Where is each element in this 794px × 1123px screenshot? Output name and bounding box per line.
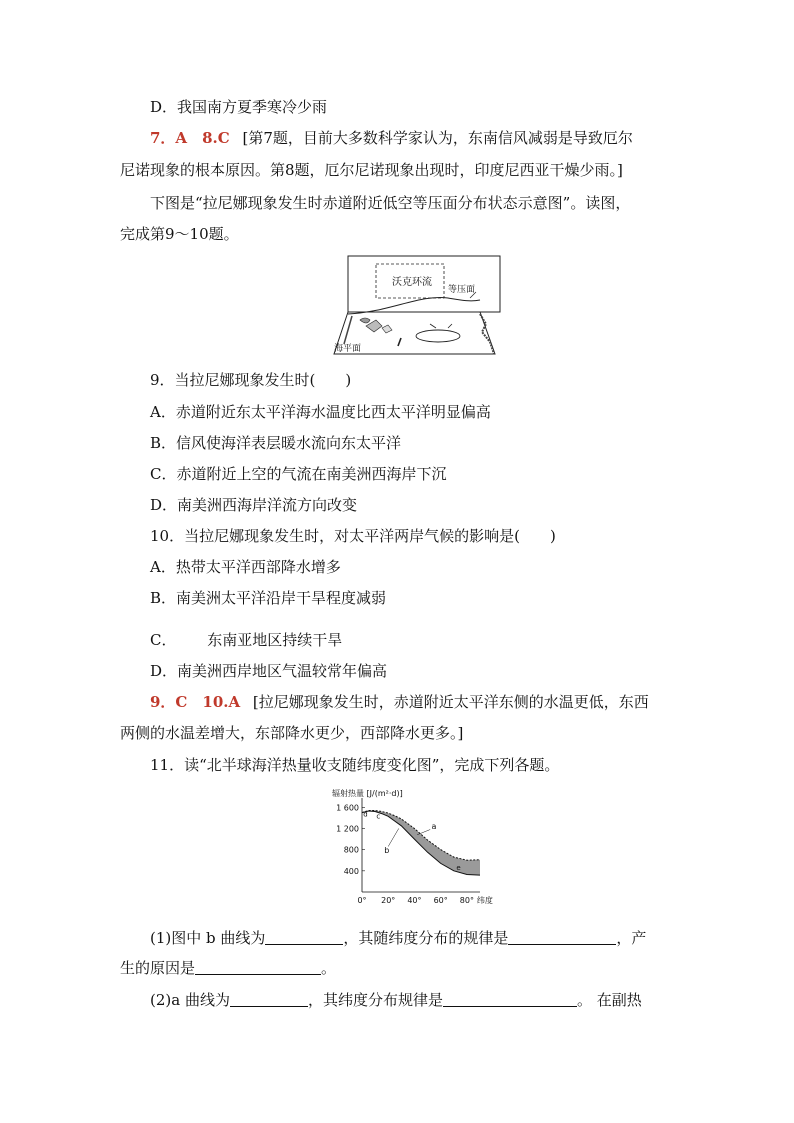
answer-9-10-key: 9．C 10.A <box>150 693 241 711</box>
q11-sub2-line1 <box>150 990 642 1010</box>
q9-option-b: B．信风使海洋表层暖水流向东太平洋 <box>150 434 402 452</box>
chart-xlabel: 纬度 <box>476 896 493 905</box>
q10-stem: 10．当拉尼娜现象发生时，对太平洋两岸气候的影响是( ) <box>150 527 556 545</box>
q11-sub1-part-e: 。 <box>321 959 337 977</box>
q10-option-c-text: 东南亚地区持续干旱 <box>207 631 343 649</box>
q11-sub1-blank-2[interactable] <box>508 930 616 945</box>
chart-x-tick-label: 40° <box>407 896 422 905</box>
intro-9-10-line2: 完成第9～10题。 <box>120 225 239 243</box>
la-nina-diagram-svg <box>330 254 502 358</box>
q11-sub1-part-c: ，产 <box>616 929 647 947</box>
heat-budget-chart <box>328 786 493 916</box>
chart-annotation-b: b <box>384 845 390 855</box>
q11-sub1-part-d: 生的原因是 <box>120 959 196 977</box>
q11-sub2-blank-1[interactable] <box>230 992 308 1007</box>
answer-7-8-explain-1: [第7题，目前大多数科学家认为，东南信风减弱是导致厄尔 <box>242 129 633 147</box>
walker-label: 沃克环流 <box>392 277 432 288</box>
la-nina-diagram <box>330 254 502 358</box>
chart-y-tick-label: 400 <box>343 866 359 876</box>
chart-x-tick-label: 80° <box>459 896 474 905</box>
q11-sub2-part-a: (2)a 曲线为 <box>150 991 230 1009</box>
q11-stem: 11．读“北半球海洋热量收支随纬度变化图”，完成下列各题。 <box>150 756 560 774</box>
chart-y-tick-label: 1 600 <box>336 803 359 813</box>
q10-option-b: B．南美洲太平洋沿岸干旱程度减弱 <box>150 589 387 607</box>
q9-stem: 9．当拉尼娜现象发生时( ) <box>150 371 352 389</box>
q11-sub1-part-a: (1)图中 b 曲线为 <box>150 929 266 947</box>
q11-sub1-line1 <box>150 928 646 948</box>
q11-sub1-line2 <box>120 958 336 978</box>
answer-9-10 <box>150 692 649 712</box>
chart-annotation-d: d <box>363 810 368 819</box>
q11-sub2-part-b: ，其纬度分布规律是 <box>307 991 443 1009</box>
answer-7-8-explain-2: 尼诺现象的根本原因。第8题，厄尔尼诺现象出现时，印度尼西亚干燥少雨。] <box>120 161 623 179</box>
east-coast <box>480 314 494 354</box>
chart-y-tick-label: 1 200 <box>336 824 359 834</box>
chart-x-tick-label: 20° <box>381 896 396 905</box>
chart-x-tick-label: 60° <box>433 896 448 905</box>
small-arrow <box>398 338 401 346</box>
chart-x-tick-label: 0° <box>357 896 367 905</box>
chart-ylabel: 辐射热量 [J/(m²·d)] <box>332 789 403 798</box>
q11-sub2-part-c: 。 在副热 <box>576 991 642 1009</box>
answer-7-8-key: 7．A 8.C <box>150 129 230 147</box>
intro-9-10-line1: 下图是“拉尼娜现象发生时赤道附近低空等压面分布状态示意图”。读图， <box>150 194 631 212</box>
island-1 <box>360 318 370 323</box>
q10-option-d: D．南美洲西岸地区气温较常年偏高 <box>150 662 388 680</box>
heat-budget-chart-svg <box>328 786 493 916</box>
chart-annotation-e: e <box>456 863 461 872</box>
answer-7-8 <box>150 128 633 148</box>
q11-sub1-part-b: ，其随纬度分布的规律是 <box>343 929 509 947</box>
answer-9-10-explain-2: 两侧的水温差增大，东部降水更少，西部降水更多。] <box>120 724 464 742</box>
q11-sub1-blank-1[interactable] <box>265 930 343 945</box>
chart-leader-b <box>388 828 398 846</box>
sea-level-label: 海平面 <box>334 344 362 354</box>
q11-sub2-blank-2[interactable] <box>443 992 577 1007</box>
current-arrows <box>430 324 452 328</box>
answer-9-10-explain-1: [拉尼娜现象发生时，赤道附近太平洋东侧的水温更低，东西 <box>252 693 649 711</box>
q10-option-c-letter: C． <box>150 631 177 649</box>
isobar-label: 等压面 <box>448 285 476 295</box>
q9-option-a: A．赤道附近东太平洋海水温度比西太平洋明显偏高 <box>150 403 491 421</box>
chart-annotation-a: a <box>431 822 437 831</box>
q11-sub1-blank-3[interactable] <box>195 960 321 975</box>
q10-option-a: A．热带太平洋西部降水增多 <box>150 558 341 576</box>
current-ellipse <box>416 330 460 342</box>
chart-y-tick-label: 800 <box>343 845 359 855</box>
chart-annotation-c: c <box>376 812 381 821</box>
q6-option-d: D．我国南方夏季寒冷少雨 <box>150 98 328 116</box>
q9-option-d: D．南美洲西海岸洋流方向改变 <box>150 496 358 514</box>
island-3 <box>382 325 392 333</box>
q9-option-c: C．赤道附近上空的气流在南美洲西海岸下沉 <box>150 465 447 483</box>
q10-option-c <box>150 630 342 650</box>
